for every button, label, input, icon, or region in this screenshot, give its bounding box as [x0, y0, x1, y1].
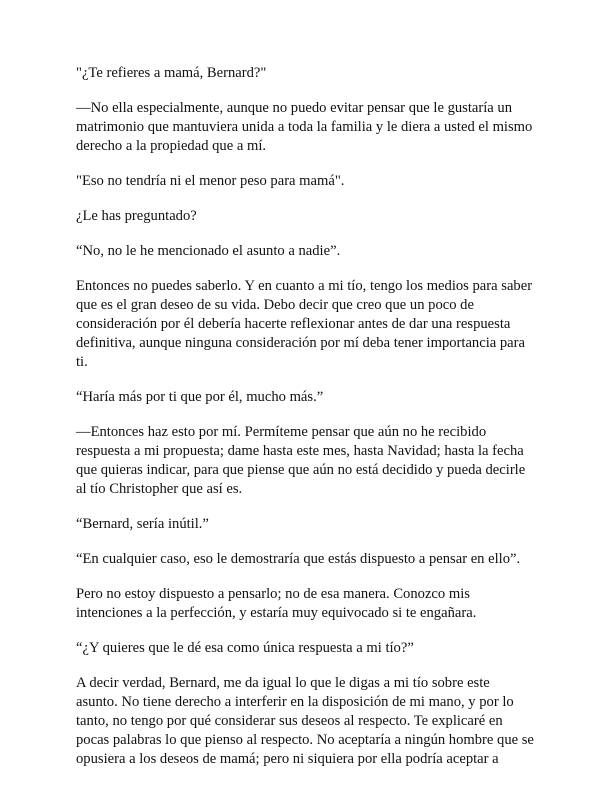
paragraph: “Bernard, sería inútil.”: [76, 516, 209, 532]
paragraph: Entonces no puedes saberlo. Y en cuanto a mi tío, tengo los medios para saber que es el gran deseo de su vida. Debo decir que creo que un poco de consideración por él debería hacerte reflexionar antes de dar una respuesta definitiva, aunque ninguna consideración por mí deba tener importancia para ti.: [76, 278, 533, 370]
paragraph: —No ella especialmente, aunque no puedo evitar pensar que le gustaría un matrimonio que mantuviera unida a toda la familia y le diera a usted el mismo derecho a la propiedad que a mí.: [76, 100, 533, 154]
paragraph: “Haría más por ti que por él, mucho más.”: [76, 389, 324, 405]
body-text: [76, 64, 534, 785]
paragraph: "¿Te refieres a mamá, Bernard?": [76, 65, 267, 81]
paragraph: “No, no le he mencionado el asunto a nadie”.: [76, 243, 341, 259]
paragraph: Pero no estoy dispuesto a pensarlo; no de esa manera. Conozco mis intenciones a la perfección, y estaría muy equivocado si te engañara.: [76, 586, 477, 621]
paragraph: "Eso no tendría ni el menor peso para mamá".: [76, 173, 345, 189]
paragraph: “En cualquier caso, eso le demostraría que estás dispuesto a pensar en ello”.: [76, 551, 521, 567]
paragraph: ¿Le has preguntado?: [76, 208, 197, 224]
paragraph: A decir verdad, Bernard, me da igual lo que le digas a mi tío sobre este asunto. No tiene derecho a interferir en la disposición de mi mano, y por lo tanto, no tengo por qué considerar sus deseos al respecto. Te explicaré en pocas palabras lo que pienso al respecto. No aceptaría a ningún hombre que se opusiera a los deseos de mamá; pero ni siquiera por ella podría aceptar a: [76, 675, 534, 767]
paragraph: “¿Y quieres que le dé esa como única respuesta a mi tío?”: [76, 640, 414, 656]
paragraph: —Entonces haz esto por mí. Permíteme pensar que aún no he recibido respuesta a mi propuesta; dame hasta este mes, hasta Navidad; hasta la fecha que quieras indicar, para que piense que aún no está decidido y pueda decirle al tío Christopher que así es.: [76, 424, 526, 497]
